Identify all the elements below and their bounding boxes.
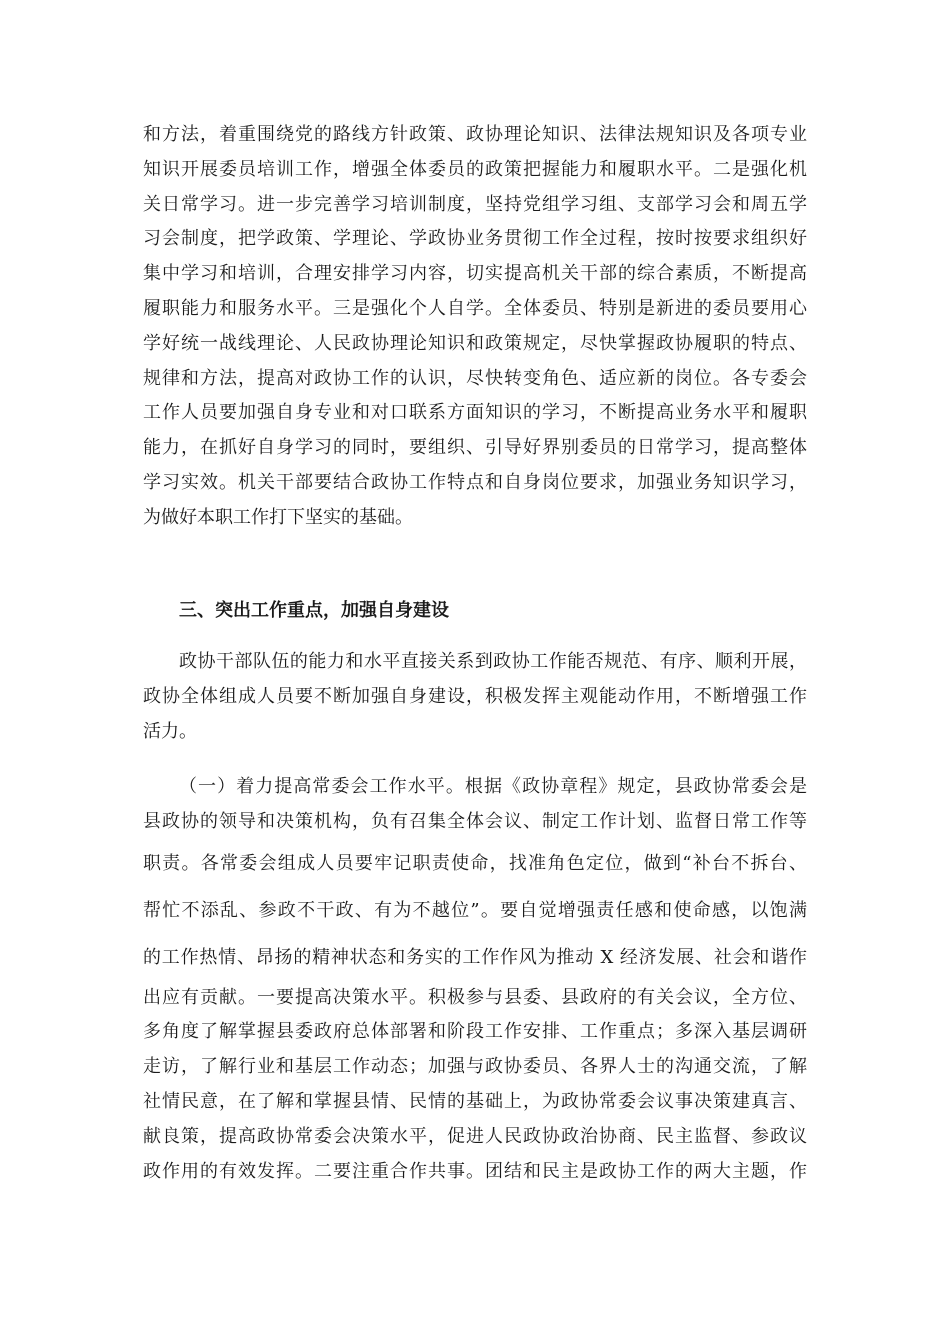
text-line: 献良策，提高政协常委会决策水平，促进人民政协政治协商、民主监督、参政议 [143, 1125, 807, 1147]
paragraph-cadre-capacity [143, 645, 807, 749]
text-line: 学习实效。机关干部要结合政协工作特点和自身岗位要求，加强业务知识学习， [143, 471, 807, 493]
text-line: 出应有贡献。一要提高决策水平。积极参与县委、县政府的有关会议，全方位、 [143, 986, 807, 1008]
section-heading: 三、突出工作重点，加强自身建设 [179, 600, 449, 621]
paragraph-standing-committee [143, 770, 807, 1189]
text-line: 集中学习和培训，合理安排学习内容，切实提高机关干部的综合素质，不断提高 [143, 263, 807, 285]
text-line: 履职能力和服务水平。三是强化个人自学。全体委员、特别是新进的委员要用心 [143, 297, 807, 319]
text-line: 知识开展委员培训工作，增强全体委员的政策把握能力和履职水平。二是强化机 [143, 158, 807, 180]
paragraph-study-training [143, 118, 807, 536]
text-line: 社情民意，在了解和掌握县情、民情的基础上，为政协常委会议事决策建真言、 [143, 1090, 807, 1112]
text-line: 政协干部队伍的能力和水平直接关系到政协工作能否规范、有序、顺利开展， [179, 651, 807, 672]
text-line: 多角度了解掌握县委政府总体部署和阶段工作安排、工作重点；多深入基层调研 [143, 1021, 807, 1043]
section-heading-block [143, 594, 807, 629]
text-line: 能力，在抓好自身学习的同时，要组织、引导好界别委员的日常学习，提高整体 [143, 437, 807, 459]
text-line: 习会制度，把学政策、学理论、学政协业务贯彻工作全过程，按时按要求组织好 [143, 228, 807, 250]
text-line: 走访，了解行业和基层工作动态；加强与政协委员、各界人士的沟通交流，了解 [143, 1056, 807, 1078]
text-line: 政协全体组成人员要不断加强自身建设，积极发挥主观能动作用，不断增强工作 [143, 685, 807, 707]
text-line: 帮忙不添乱、参政不干政、有为不越位”。要自觉增强责任感和使命感，以饱满 [143, 899, 807, 921]
text-line: 的工作热情、昂扬的精神状态和务实的工作作风为推动 X 经济发展、社会和谐作 [143, 946, 807, 968]
text-line: 工作人员要加强自身专业和对口联系方面知识的学习，不断提高业务水平和履职 [143, 402, 807, 424]
text-line: 职责。各常委会组成人员要牢记职责使命，找准角色定位，做到“补台不拆台、 [143, 852, 807, 874]
text-line: 和方法，着重围绕党的路线方针政策、政协理论知识、法律法规知识及各项专业 [143, 124, 807, 145]
text-line: 学好统一战线理论、人民政协理论知识和政策规定，尽快掌握政协履职的特点、 [143, 332, 807, 354]
text-line: （一）着力提高常委会工作水平。根据《政协章程》规定，县政协常委会是 [179, 776, 807, 797]
text-line: 活力。 [143, 720, 197, 742]
text-line: 政作用的有效发挥。二要注重合作共事。团结和民主是政协工作的两大主题，作 [143, 1160, 807, 1182]
text-line: 规律和方法，提高对政协工作的认识，尽快转变角色、适应新的岗位。各专委会 [143, 367, 807, 389]
text-line: 关日常学习。进一步完善学习培训制度，坚持党组学习组、支部学习会和周五学 [143, 193, 807, 215]
text-line: 为做好本职工作打下坚实的基础。 [143, 506, 413, 528]
text-line: 县政协的领导和决策机构，负有召集全体会议、制定工作计划、监督日常工作等 [143, 810, 807, 832]
